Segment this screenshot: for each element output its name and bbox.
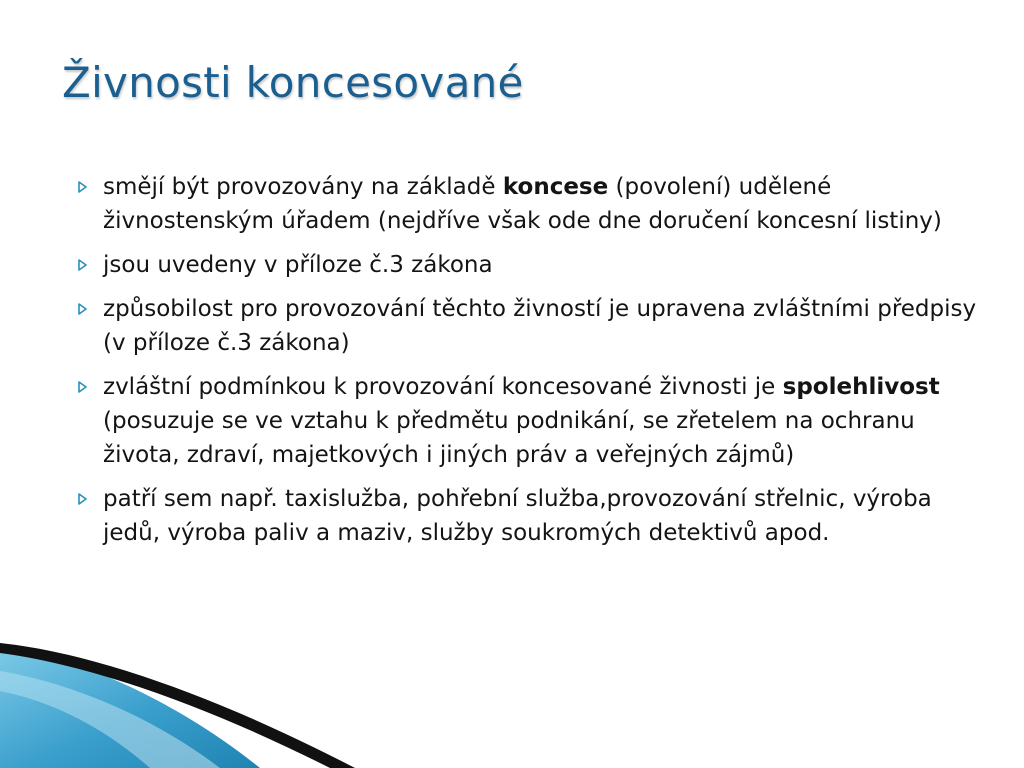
slide-title: Živnosti koncesované (62, 58, 524, 107)
bullet-item (78, 292, 978, 360)
bullet-text-segment: (povolení) udělené živnostenským úřadem (nejdříve však ode dne doručení koncesní listiny) (103, 174, 942, 234)
triangle-right-bullet-icon (78, 292, 103, 326)
decorative-corner-swoosh (0, 643, 360, 768)
bullet-text (103, 370, 978, 472)
bullet-item (78, 170, 978, 238)
bullet-item (78, 370, 978, 472)
bullet-text-segment: jsou uvedeny v příloze č.3 zákona (103, 252, 493, 278)
bullet-text (103, 482, 978, 550)
bullet-text-segment: smějí být provozovány na základě (103, 174, 503, 200)
bullet-keyword: spolehlivost (782, 374, 940, 400)
bullet-text (103, 248, 978, 282)
bullet-text (103, 292, 978, 360)
bullet-text-segment: patří sem např. taxislužba, pohřební služba,provozování střelnic, výroba jedů, výroba paliv a maziv, služby soukromých detektivů apod. (103, 486, 932, 546)
bullet-text-segment: způsobilost pro provozování těchto živností je upravena zvláštními předpisy (v příloze č.3 zákona) (103, 296, 977, 356)
bullet-text-segment: zvláštní podmínkou k provozování koncesované živnosti je (103, 374, 783, 400)
bullet-item (78, 482, 978, 550)
bullet-text (103, 170, 978, 238)
triangle-right-bullet-icon (78, 370, 103, 404)
triangle-right-bullet-icon (78, 248, 103, 282)
bullet-list (78, 170, 978, 560)
bullet-text-segment: (posuzuje se ve vztahu k předmětu podnikání, se zřetelem na ochranu života, zdraví, majetkových i jiných práv a veřejných zájmů) (103, 408, 915, 468)
bullet-keyword: koncese (502, 174, 609, 200)
triangle-right-bullet-icon (78, 482, 103, 516)
bullet-item (78, 248, 978, 282)
triangle-right-bullet-icon (78, 170, 103, 204)
